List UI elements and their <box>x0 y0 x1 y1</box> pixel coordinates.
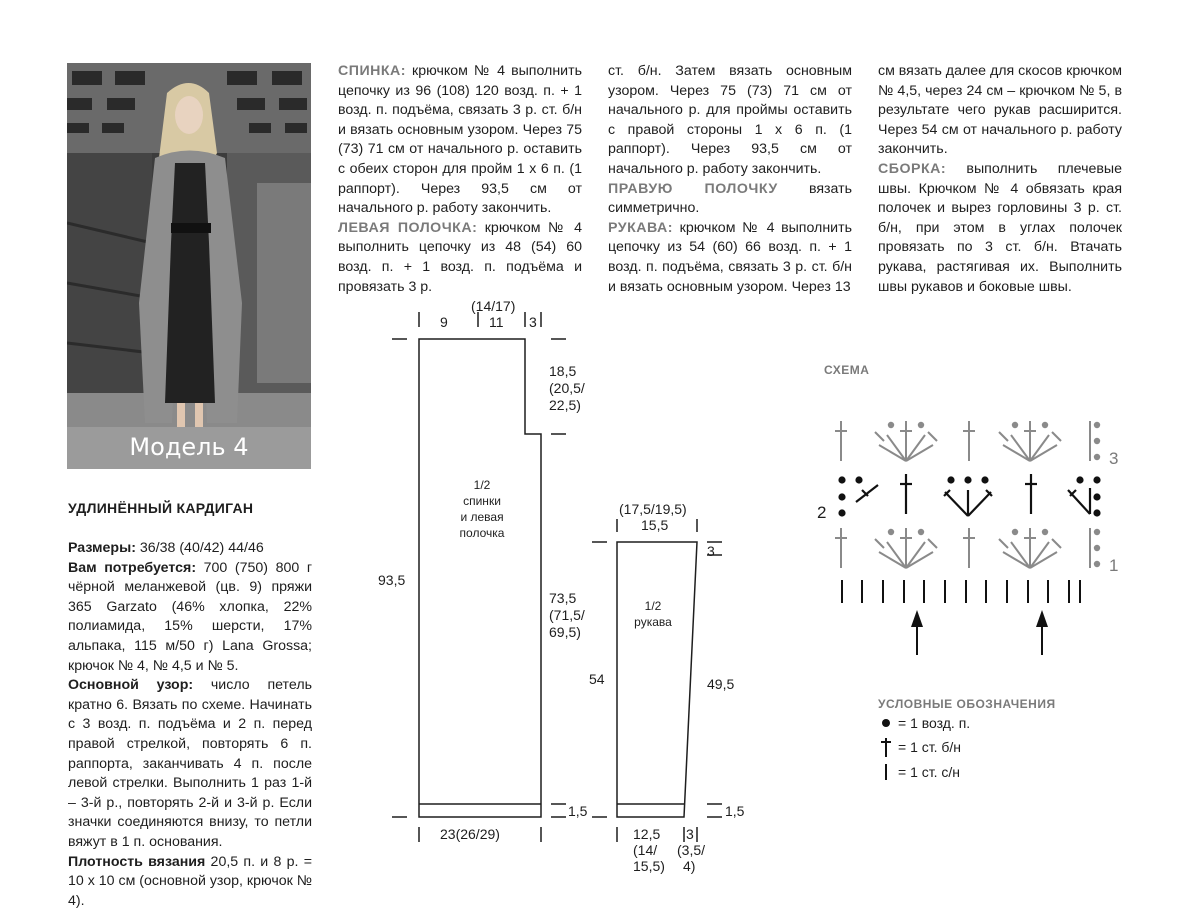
body-piece-label-1: 1/2 <box>473 478 491 492</box>
sleeves-label: РУКАВА: <box>608 219 674 236</box>
body-bottom-width: 23(26/29) <box>440 826 500 842</box>
legend-single-crochet: = 1 ст. б/н <box>898 739 962 755</box>
photo-caption: Модель 4 <box>67 427 311 469</box>
body-piece-label-4: полочка <box>459 526 505 540</box>
body-top-width-1: 9 <box>440 314 448 330</box>
sleeve-outline <box>617 542 697 817</box>
right-front-label: ПРАВУЮ ПОЛОЧКУ <box>608 180 778 197</box>
chart-row-label-1: 1 <box>1109 556 1119 575</box>
sleeve-top: 15,5 <box>641 517 669 533</box>
body-total-height: 93,5 <box>378 572 406 588</box>
body-armhole-3: 22,5) <box>549 397 581 413</box>
sleeve-bottom-w2-2: (3,5/ <box>677 842 706 858</box>
body-side-height-2: (71,5/ <box>549 607 585 623</box>
body-hem: 1,5 <box>568 803 588 819</box>
body-side-height-1: 73,5 <box>549 590 577 606</box>
body-top-width-3: 3 <box>529 314 537 330</box>
sleeve-cap: 3 <box>707 543 715 559</box>
chart-arrows <box>911 610 1048 655</box>
sleeve-bottom-w1-1: 12,5 <box>633 826 661 842</box>
pattern-label: Основной узор: <box>68 677 194 694</box>
sizes-label: Размеры: <box>68 540 136 556</box>
sizes-value: 36/38 (40/42) 44/46 <box>135 540 264 556</box>
chain-dot-icon <box>882 719 890 727</box>
legend-chain: = 1 возд. п. <box>898 715 971 731</box>
legend-half-double: = 1 ст. с/н <box>898 764 961 780</box>
sleeve-continuation-paragraph: см вязать далее для скосов крючком № 4,5, через 24 см – крючком № 5, в результате чего рукав расширится. Через 54 см от начального р. работу закончить. <box>878 63 1122 158</box>
chart-row-2 <box>838 474 1100 517</box>
chart-row-label-2: 2 <box>817 503 827 522</box>
body-armhole-2: (20,5/ <box>549 380 585 396</box>
body-diagram <box>392 312 566 842</box>
yarn-label: Вам потребуется: <box>68 559 197 576</box>
back-text: крючком № 4 выполнить цепочку из 96 (108) 120 возд. п. + 1 возд. п. подъёма, связать 3 р. ст. б/н и вязать основным узором. Через 75 (73) 71 см от начального р. оставить с обеих сторон для пройм 1 х 6 п. (1 раппорт). Через 93,5 см от начального р. работу закончить. <box>338 63 582 217</box>
sleeve-hem: 1,5 <box>725 803 745 819</box>
crochet-chart <box>835 421 1101 655</box>
right-arrow-icon <box>911 610 923 627</box>
sleeve-right-height: 49,5 <box>707 676 735 692</box>
sleeve-bottom-w2-1: 3 <box>686 826 694 842</box>
pattern-value: число петель кратно 6. Вязать по схеме. Начинать с 3 возд. п. подъёма и 2 п. перед правой стрелкой, повторять 6 п. раппорта, заканчивать 4 п. после левой стрелки. Выполнить 1 раз 1-й – 3-й р., повторять 2-й и 3-й р. Если значки соединяются внизу, то петли вяжут в 1 п. основания. <box>68 677 312 850</box>
legend-heading: УСЛОВНЫЕ ОБОЗНАЧЕНИЯ <box>878 697 1056 711</box>
chart-row-3 <box>835 421 1100 461</box>
left-front-label: ЛЕВАЯ ПОЛОЧКА: <box>338 219 478 236</box>
body-piece-label-3: и левая <box>460 510 504 524</box>
body-piece-label-2: спинки <box>463 494 501 508</box>
sleeve-bottom-w2-3: 4) <box>683 858 696 874</box>
chart-row-1 <box>835 528 1100 568</box>
sleeve-bottom-w1-3: 15,5) <box>633 858 665 874</box>
body-outline <box>419 339 541 817</box>
yarn-value: 700 (750) 800 г чёрной меланжевой (цв. 9) пряжи 365 Garzato (46% хлопка, 22% полиамида, 15% шерсти, 17% альпака, 115 м/50 г) Lana Grossa; крючок № 4, № 4,5 и № 5. <box>68 559 312 674</box>
left-arrow-icon <box>1036 610 1048 627</box>
sleeve-top-alt: (17,5/19,5) <box>619 501 687 517</box>
sleeve-bottom-w1-2: (14/ <box>633 842 658 858</box>
sleeve-left-height: 54 <box>589 671 605 687</box>
gauge-value: 20,5 п. и 8 р. = 10 х 10 см (основной узор, крючок № 4). <box>68 853 313 909</box>
continuation-paragraph: ст. б/н. Затем вязать основным узором. Через 75 (73) 71 см от начального р. для проймы оставить с правой стороны 1 х 6 п. (1 раппорт). Через 93,5 см от начального р. работу закончить. <box>608 63 852 177</box>
back-label: СПИНКА: <box>338 63 407 79</box>
chart-row-label-3: 3 <box>1109 449 1119 468</box>
chart-heading: СХЕМА <box>824 363 870 377</box>
chart-foundation <box>842 580 1080 603</box>
body-top-width-2: 11 <box>489 314 504 330</box>
pattern-title: УДЛИНЁННЫЙ КАРДИГАН <box>68 500 254 516</box>
assembly-label: СБОРКА: <box>878 160 947 177</box>
sleeve-diagram <box>592 519 722 842</box>
left-front-text: крючком № 4 выполнить цепочку из 48 (54) 60 возд. п. + 1 возд. п. подъёма и провязать 3 р. <box>338 219 582 295</box>
body-armhole-1: 18,5 <box>549 363 577 379</box>
body-top-width-2-alt: (14/17) <box>471 298 516 314</box>
right-front-text: вязать симметрично. <box>608 180 852 217</box>
sleeves-text: крючком № 4 выполнить цепочку из 54 (60) 66 возд. п. + 1 возд. п. подъёма, связать 3 р. ст. б/н и вязать основным узором. Через 13 <box>608 219 852 295</box>
sleeve-piece-label-1: 1/2 <box>644 599 662 613</box>
single-crochet-icon <box>881 738 891 757</box>
body-side-height-3: 69,5) <box>549 624 581 640</box>
sleeve-piece-label-2: рукава <box>634 615 672 629</box>
assembly-text: выполнить плечевые швы. Крючком № 4 обвязать края полочек и вырез горловины 3 р. ст. б/н, при этом в углах полочек провязать по 3 ст. б/н. Втачать рукава, растягивая их. Выполнить швы рукавов и боковые швы. <box>878 160 1122 295</box>
gauge-label: Плотность вязания <box>68 853 206 870</box>
